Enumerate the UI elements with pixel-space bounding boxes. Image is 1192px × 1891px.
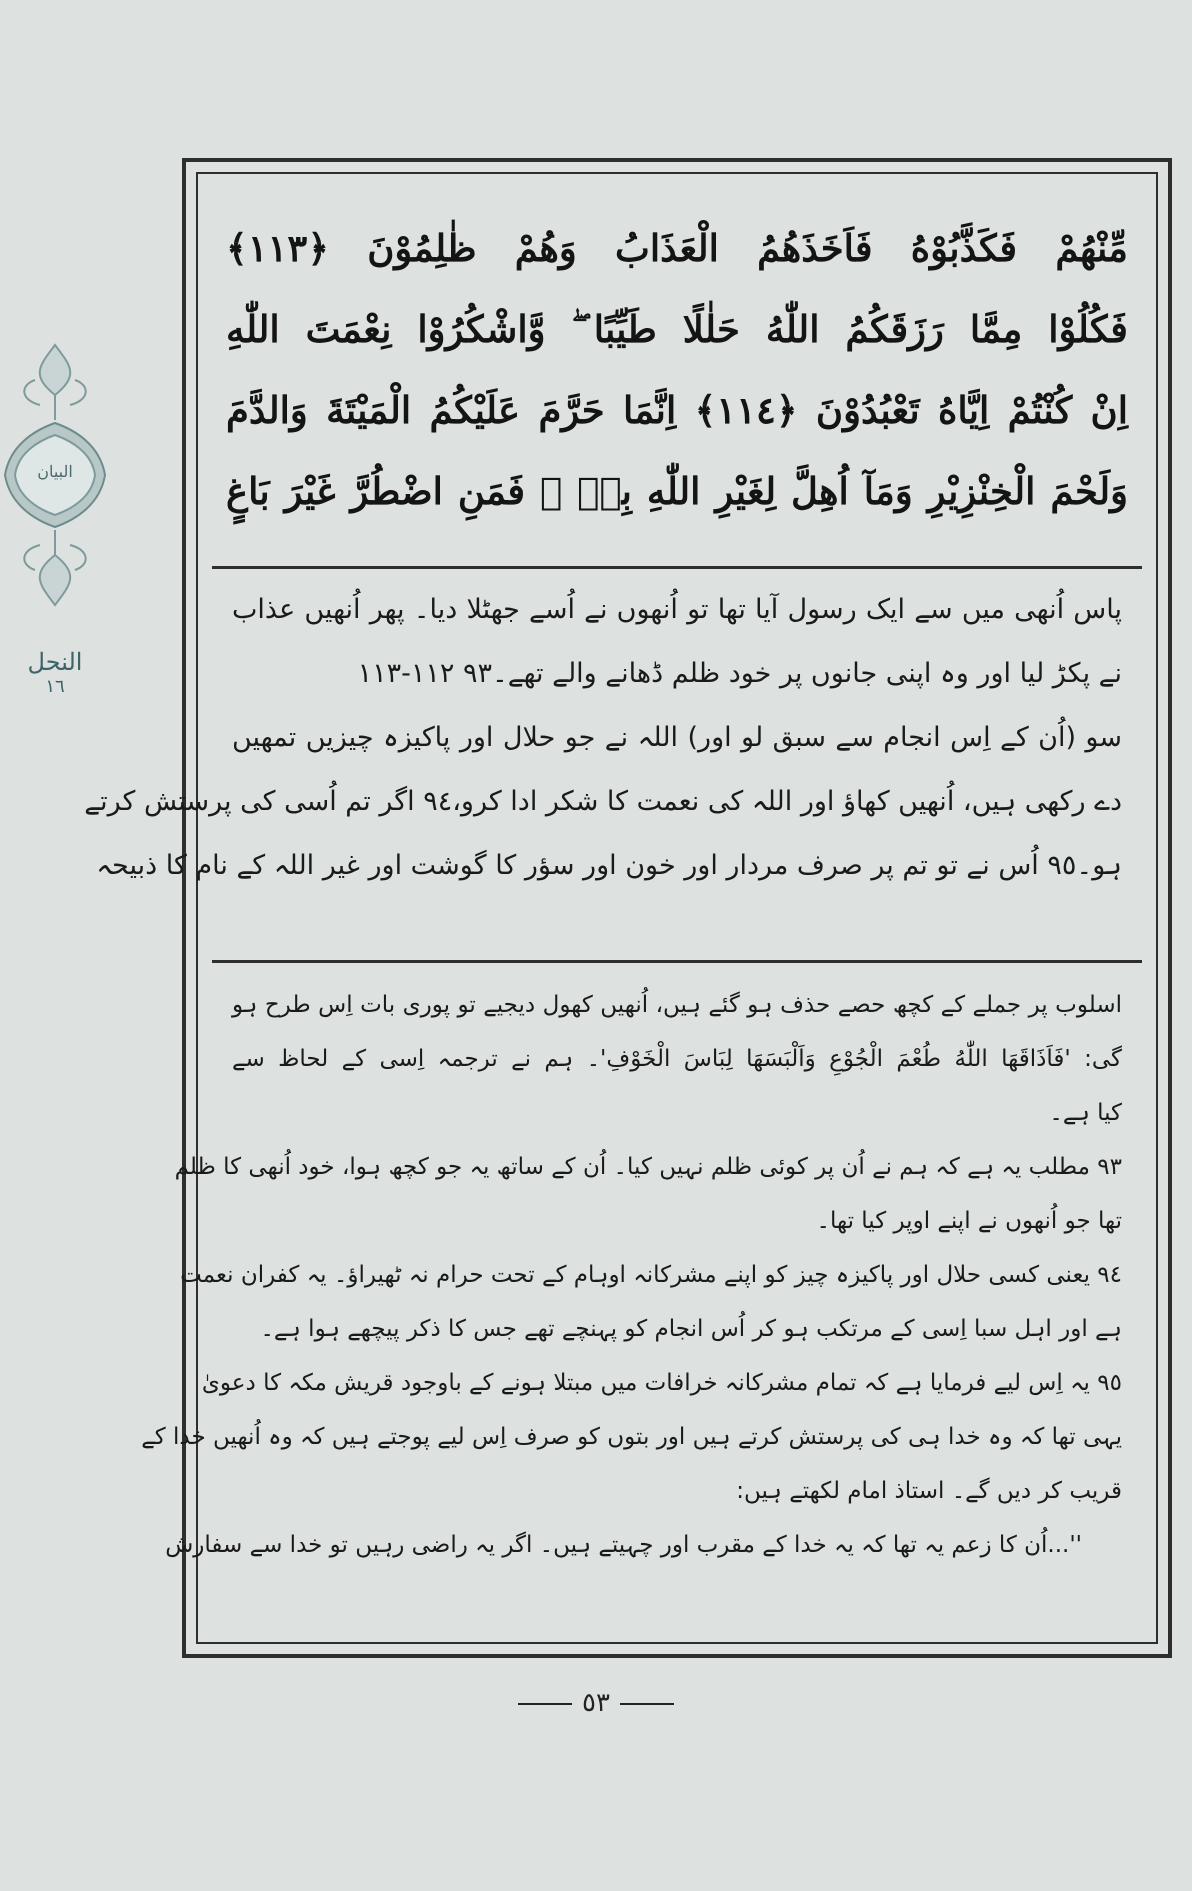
footnote-line: ٩٤ یعنی کسی حلال اور پاکیزہ چیز کو اپنے مشرکانہ اوہام کے تحت حرام نہ ٹھیراؤ۔ یہ کفران نعمت bbox=[180, 1262, 1122, 1288]
sura-number: ١٦ bbox=[45, 676, 65, 697]
translation-line: پاس اُنھی میں سے ایک رسول آیا تھا تو اُنھوں نے اُسے جھٹلا دیا۔ پھر اُنھیں عذاب bbox=[232, 594, 1122, 625]
translation-line: دے رکھی ہیں، اُنھیں کھاؤ اور اللہ کی نعمت کا شکر ادا کرو،٩٤ اگر تم اُسی کی پرستش کرتے bbox=[84, 786, 1122, 817]
sura-name: النحل bbox=[27, 648, 83, 676]
footnotes bbox=[141, 978, 1122, 1572]
page-number-text: ٥٣ bbox=[582, 1688, 610, 1718]
sura-emblem-ornament bbox=[0, 335, 110, 615]
quran-text bbox=[226, 208, 1128, 532]
footnote-line: کیا ہے۔ bbox=[1049, 1100, 1122, 1126]
page-frame bbox=[84, 158, 1172, 1658]
quran-line: وَلَحْمَ الْخِنْزِيْرِ وَمَآ اُهِلَّ لِغَيْرِ اللّٰهِ بِهٖ ۚ فَمَنِ اضْطُرَّ غَيْرَ بَاغٍ bbox=[226, 469, 1128, 513]
page-number-dash bbox=[518, 1703, 572, 1705]
page-number bbox=[0, 1688, 1192, 1718]
translation-line: نے پکڑ لیا اور وہ اپنی جانوں پر خود ظلم ڈھانے والے تھے۔٩٣ ١١٢-١١٣ bbox=[357, 658, 1122, 689]
quran-line: فَكُلُوْا مِمَّا رَزَقَكُمُ اللّٰهُ حَلٰلًا طَيِّبًا ۖ وَّاشْكُرُوْا نِعْمَتَ اللّٰهِ bbox=[226, 307, 1128, 351]
emblem-text: البيان bbox=[37, 462, 73, 481]
translation-line: سو (اُن کے اِس انجام سے سبق لو اور) اللہ نے جو حلال اور پاکیزہ چیزیں تمھیں bbox=[232, 722, 1122, 753]
divider bbox=[212, 960, 1142, 963]
page-number-dash bbox=[620, 1703, 674, 1705]
quran-line: اِنْ كُنْتُمْ اِيَّاهُ تَعْبُدُوْنَ ﴿١١٤﴾ اِنَّمَا حَرَّمَ عَلَيْكُمُ الْمَيْتَةَ وَالدَّمَ bbox=[226, 388, 1128, 432]
footnote-line: گی: 'فَاَذَاقَهَا اللّٰهُ طُعْمَ الْجُوْعِ وَاَلْبَسَهَا لِبَاسَ الْخَوْفِ'۔ ہم نے ترجمہ اِسی کے لحاظ سے bbox=[232, 1046, 1122, 1072]
footnote-line: ہے اور اہل سبا اِسی کے مرتکب ہو کر اُس انجام کو پہنچے تھے جس کا ذکر پیچھے ہوا ہے۔ bbox=[260, 1316, 1122, 1342]
footnote-line: اسلوب پر جملے کے کچھ حصے حذف ہو گئے ہیں، اُنھیں کھول دیجیے تو پوری بات اِس طرح ہو bbox=[232, 992, 1122, 1018]
footnote-line: ٩٥ یہ اِس لیے فرمایا ہے کہ تمام مشرکانہ خرافات میں مبتلا ہونے کے باوجود قریش مکہ کا دعویٰ bbox=[201, 1370, 1122, 1396]
page-content bbox=[84, 188, 1142, 1628]
footnote-line: قریب کر دیں گے۔ استاذ امام لکھتے ہیں: bbox=[736, 1478, 1122, 1504]
urdu-translation bbox=[84, 578, 1122, 898]
footnote-line: ''...اُن کا زعم یہ تھا کہ یہ خدا کے مقرب اور چہیتے ہیں۔ اگر یہ راضی رہیں تو خدا سے سفارش bbox=[165, 1532, 1082, 1558]
translation-line: ہو۔٩٥ اُس نے تو تم پر صرف مردار اور خون اور سؤر کا گوشت اور غیر اللہ کے نام کا ذبیحہ bbox=[96, 850, 1122, 881]
quran-line: مِّنْهُمْ فَكَذَّبُوْهُ فَاَخَذَهُمُ الْعَذَابُ وَهُمْ ظٰلِمُوْنَ ﴿١١٣﴾ bbox=[226, 226, 1128, 270]
footnote-line: ٩٣ مطلب یہ ہے کہ ہم نے اُن پر کوئی ظلم نہیں کیا۔ اُن کے ساتھ یہ جو کچھ ہوا، خود اُنھی کا ظلم bbox=[174, 1154, 1122, 1180]
divider bbox=[212, 566, 1142, 569]
footnote-line: تھا جو اُنھوں نے اپنے اوپر کیا تھا۔ bbox=[816, 1208, 1122, 1234]
page-frame-inner bbox=[84, 172, 1158, 1644]
footnote-line: یہی تھا کہ وہ خدا ہی کی پرستش کرتے ہیں اور بتوں کو صرف اِس لیے پوجتے ہیں کہ وہ اُنھیں خدا کے bbox=[141, 1424, 1122, 1450]
